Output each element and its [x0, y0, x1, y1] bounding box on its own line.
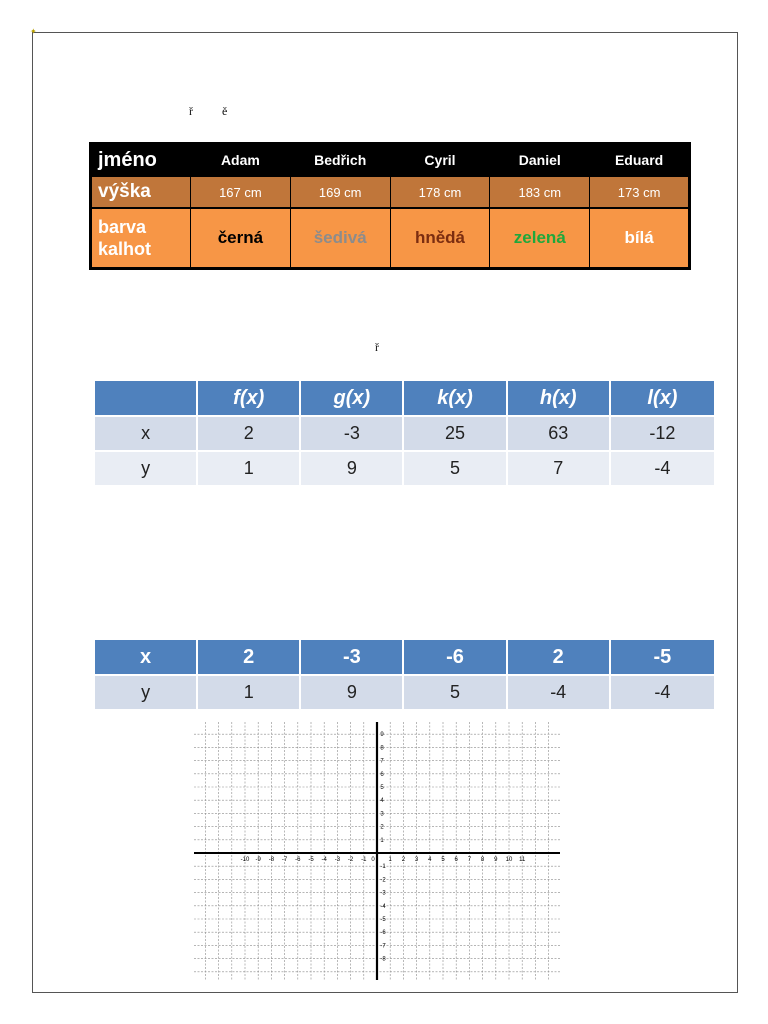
row-header-pants: [91, 208, 191, 269]
table-cell: -12: [611, 415, 714, 450]
pants-label-line1: barva: [98, 217, 147, 237]
pants-color-cell: zelená: [490, 208, 590, 269]
text-fragment: ř: [189, 104, 193, 118]
name-cell: Bedřich: [290, 144, 390, 177]
table-cell: -5: [611, 640, 714, 674]
table-cell: 7: [508, 450, 611, 485]
table-row: [91, 176, 690, 208]
table-row: [91, 208, 690, 269]
x-tick-label: 2: [401, 857, 406, 863]
y-tick-label: -1: [380, 864, 386, 871]
text-fragment: ř: [375, 340, 379, 354]
y-tick-label: -5: [380, 917, 386, 923]
table-cell: 1: [198, 450, 301, 485]
height-cell: 178 cm: [390, 176, 490, 208]
name-cell: Eduard: [590, 144, 690, 177]
y-tick-label: 7: [380, 758, 384, 765]
row-label-x: x: [95, 415, 198, 450]
x-tick-label: -4: [321, 857, 327, 863]
y-tick-label: -3: [380, 890, 386, 897]
table-cell: 2: [198, 640, 301, 674]
table-row: [95, 415, 714, 450]
table-row: [95, 674, 714, 709]
row-header-height: výška: [91, 176, 191, 208]
y-tick-label: -6: [380, 930, 386, 937]
x-tick-label: -7: [281, 857, 288, 863]
anchor-icon: ✦: [30, 27, 37, 36]
x-tick-label: 10: [505, 857, 513, 863]
y-tick-label: -7: [380, 943, 386, 950]
x-tick-label: -9: [255, 857, 261, 863]
function-header: h(x): [508, 381, 611, 415]
table-cell: 9: [301, 450, 404, 485]
y-tick-label: 8: [380, 745, 384, 752]
row-label-y: y: [95, 450, 198, 485]
height-cell: 173 cm: [590, 176, 690, 208]
table-header-row: [95, 381, 714, 415]
table-cell: -6: [404, 640, 507, 674]
height-cell: 169 cm: [290, 176, 390, 208]
x-tick-label: 8: [480, 857, 485, 863]
table-cell: 5: [404, 450, 507, 485]
x-tick-label: 1: [388, 857, 392, 863]
x-tick-label: -8: [268, 857, 275, 863]
functions-table: [95, 381, 714, 485]
table-header-row: [95, 640, 714, 674]
y-tick-label: -4: [380, 903, 386, 910]
name-cell: Daniel: [490, 144, 590, 177]
height-cell: 183 cm: [490, 176, 590, 208]
x-tick-label: 4: [428, 857, 432, 863]
table-cell: -4: [611, 450, 714, 485]
x-tick-label: -3: [334, 857, 341, 863]
y-tick-label: -2: [380, 877, 386, 884]
y-tick-label: 3: [380, 811, 384, 818]
points-table: [95, 640, 714, 709]
origin-label: 0: [371, 857, 375, 863]
y-tick-label: 6: [380, 771, 384, 778]
row-label-y: y: [95, 674, 198, 709]
table-cell: 25: [404, 415, 507, 450]
table-cell: 9: [301, 674, 404, 709]
x-tick-label: -2: [347, 857, 354, 863]
table-cell: 1: [198, 674, 301, 709]
function-header: f(x): [198, 381, 301, 415]
name-cell: Adam: [191, 144, 291, 177]
table-row: [95, 450, 714, 485]
x-tick-label: -5: [308, 857, 314, 863]
x-tick-label: -10: [240, 857, 250, 863]
text-fragment: ě: [222, 104, 228, 118]
x-tick-label: 6: [454, 857, 458, 863]
y-tick-label: 9: [380, 732, 384, 739]
table-cell: -3: [301, 415, 404, 450]
pants-color-cell: šedivá: [290, 208, 390, 269]
y-tick-label: 1: [380, 837, 384, 844]
function-header: g(x): [301, 381, 404, 415]
table-cell: 63: [508, 415, 611, 450]
coordinate-grid: [194, 722, 560, 980]
pants-color-cell: hnědá: [390, 208, 490, 269]
corner-cell: [95, 381, 198, 415]
x-tick-label: 9: [494, 857, 498, 863]
y-tick-label: 2: [380, 824, 384, 831]
y-tick-label: 5: [380, 785, 384, 791]
pants-label-line2: kalhot: [98, 239, 152, 259]
table-cell: -4: [611, 674, 714, 709]
x-tick-label: 7: [467, 857, 472, 863]
table-cell: 2: [508, 640, 611, 674]
x-tick-label: -1: [361, 857, 367, 863]
function-header: k(x): [404, 381, 507, 415]
coordinate-grid-svg: [194, 722, 560, 980]
table-cell: -4: [508, 674, 611, 709]
pants-color-cell: bílá: [590, 208, 690, 269]
name-cell: Cyril: [390, 144, 490, 177]
x-tick-label: 3: [414, 857, 419, 863]
pants-color-cell: černá: [191, 208, 291, 269]
x-tick-label: 5: [441, 857, 445, 863]
table-cell: 5: [404, 674, 507, 709]
table-row: [91, 144, 690, 177]
row-header-name: jméno: [91, 144, 191, 177]
x-tick-label: 11: [519, 857, 526, 863]
function-header: l(x): [611, 381, 714, 415]
people-table: [89, 142, 691, 270]
table-cell: -3: [301, 640, 404, 674]
x-tick-label: -6: [295, 857, 301, 863]
row-label-x: x: [95, 640, 198, 674]
y-tick-label: 4: [380, 798, 384, 805]
table-cell: 2: [198, 415, 301, 450]
y-tick-label: -8: [380, 956, 386, 963]
height-cell: 167 cm: [191, 176, 291, 208]
